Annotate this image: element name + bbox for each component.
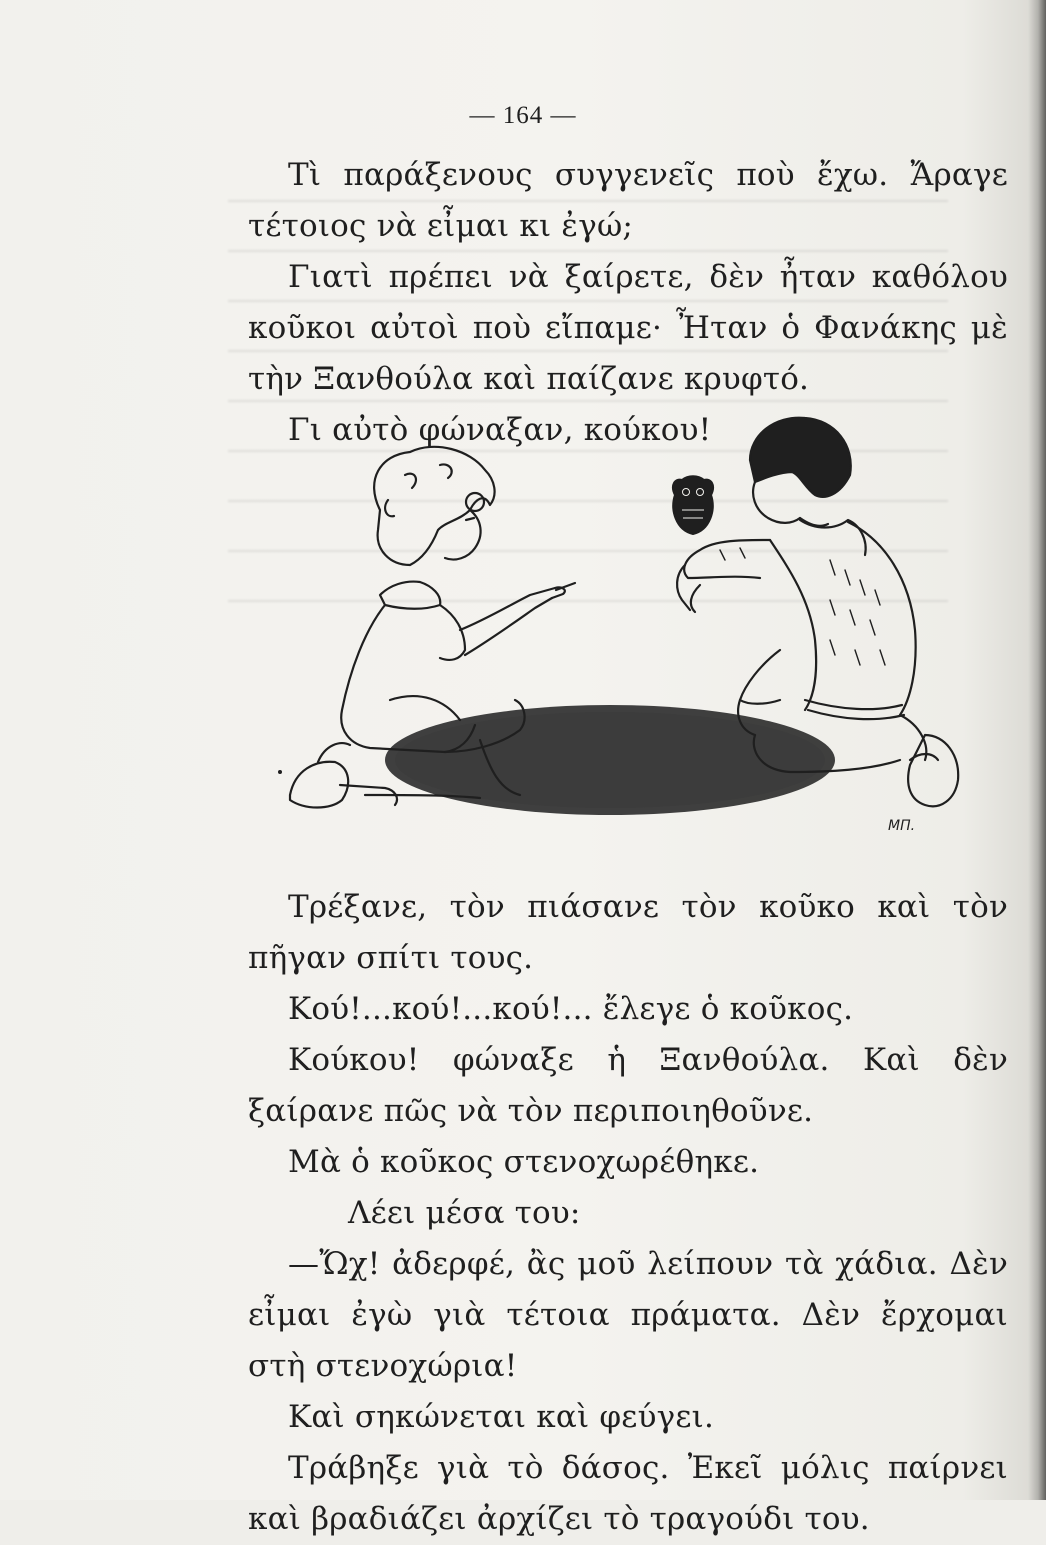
illustrator-signature: ΜΠ.: [888, 818, 916, 834]
paragraph: Καὶ σηκώνεται καὶ φεύγει.: [288, 1399, 715, 1435]
page-number: — 164 —: [469, 102, 577, 129]
owl-icon: [673, 476, 713, 534]
paragraph: Λέει μέσα του:: [348, 1195, 581, 1231]
paragraph: Κούκου! φώναξε ἡ Ξανθούλα. Καὶ δὲν ξαίρανε πῶς νὰ τὸν περιποιηθοῦνε.: [248, 1042, 1008, 1129]
paragraph: Γιατὶ πρέπει νὰ ξαίρετε, δὲν ἦταν καθόλου κοῦκοι αὐτοὶ ποὺ εἴπαμε· Ἦταν ὁ Φανάκης μὲ τὴν Ξανθούλα καὶ παίζανε κρυφτό.: [248, 259, 1008, 397]
paragraph: Κού!...κού!...κού!... ἔλεγε ὁ κοῦκος.: [288, 991, 854, 1027]
paragraph: Μὰ ὁ κοῦκος στενοχωρέθηκε.: [288, 1144, 760, 1180]
children-with-owl-illustration: [270, 400, 990, 860]
paragraph: —Ὤχ! ἀδερφέ, ἂς μοῦ λείπουν τὰ χάδια. Δὲν εἶμαι ἐγὼ γιὰ τέτοια πράματα. Δὲν ἔρχομαι στὴ στενοχώρια!: [248, 1246, 1008, 1384]
paragraph: Τρέξανε, τὸν πιάσανε τὸν κοῦκο καὶ τὸν πῆγαν σπίτι τους.: [248, 889, 1008, 976]
paragraph: Τὶ παράξενους συγγενεῖς ποὺ ἔχω. Ἄραγε τέτοιος νὰ εἶμαι κι ἐγώ;: [248, 157, 1008, 244]
paragraph: Γι αὐτὸ φώναξαν, κούκου!: [288, 412, 712, 448]
paragraph: Τράβηξε γιὰ τὸ δάσος. Ἐκεῖ μόλις παίρνει καὶ βραδιάζει ἀρχίζει τὸ τραγούδι του.: [248, 1450, 1008, 1537]
page-edge-shadow: [1028, 0, 1046, 1500]
text-bottom: [248, 882, 1008, 1545]
